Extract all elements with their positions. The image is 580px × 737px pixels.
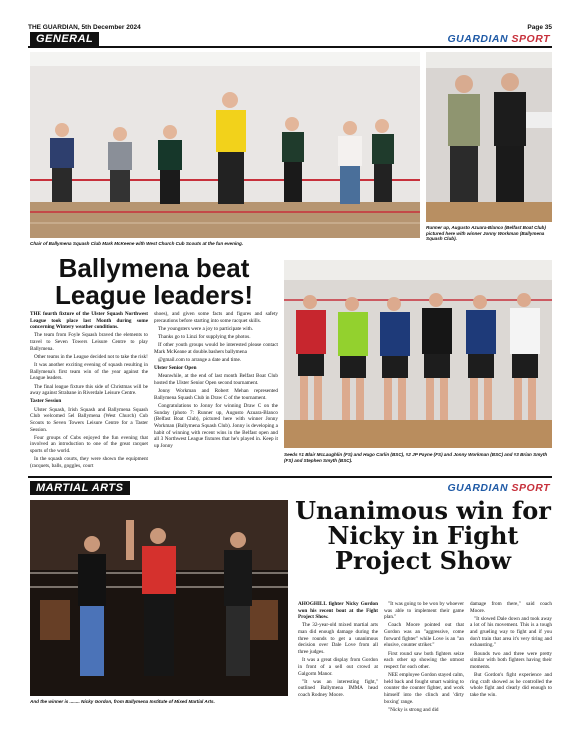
article2-paragraph: But Gordon's fight experience and ring craft showed as he controlled the whole fight and clearly did enough to take the win. xyxy=(470,672,552,699)
brand-sport: SPORT xyxy=(511,33,550,45)
brand-guardian: GUARDIAN xyxy=(447,482,509,494)
article1-subheading: Ulster Senior Open xyxy=(154,365,197,372)
article2-paragraph: "It was an interesting fight," outlined Ballymena IMMA head coach Rodney Moore. xyxy=(298,678,378,699)
article2-paragraph: damage from there," said coach Moore. xyxy=(470,601,552,614)
article2-paragraph: "It was going to be won by whoever was able to implement their game plan." xyxy=(384,601,464,621)
article1-paragraph: The final league fixture this side of Christmas will be away against Strabane in Riverdale Leisure Centre. xyxy=(30,383,148,397)
photo-fight-caption: And the winner is ........ Nicky Gordon, from Ballymena Institute of Mixed Martial Arts. xyxy=(30,699,215,704)
photo-fight-winner xyxy=(30,500,288,696)
article1-paragraph: If other youth groups would be interested please contact Mark McKeane at double.bashers ballymena xyxy=(154,342,278,355)
article2-paragraph: First round saw both fighters seize each other up showing the utmost respect for each other. xyxy=(384,650,464,670)
article2-paragraph: "Nicky is strong and did xyxy=(388,706,439,713)
brand-guardian: GUARDIAN xyxy=(447,33,509,45)
article2-paragraph: Rounds two and three were pretty similar with both fighters having their moments. xyxy=(470,650,552,670)
article1-column-2 xyxy=(154,311,278,473)
guardian-sport-logo xyxy=(448,482,551,494)
article1-subheading: Taster Session xyxy=(30,398,62,405)
article1-paragraph: It was another exciting evening of squash resulting in Ballymena's first team win of the year against the League leaders. xyxy=(30,362,148,382)
article1-paragraph: Congratulations to Jonny for winning Draw C on the Sunday (photo 7: Runner up, Augusto Azuara-Blanco (Belfast Boat Club), pictured here with winner Jonny Workman (Ballymena Squash Club). Jonny is developing a habit of winning with recent wins in the Belfast open and all 3 Northwest League fixtures that he's played in. Keep it up Jonny xyxy=(154,402,278,449)
newspaper-date: THE GUARDIAN, 5th December 2024 xyxy=(28,24,141,31)
article1-paragraph: Other teams in the League decided not to take the risk! xyxy=(34,353,148,360)
article1-paragraph: Jonny Workman and Robert Mehan represented Ballymena Squash Club in Draw C of the tournament. xyxy=(154,388,278,401)
section-divider xyxy=(28,46,552,48)
headline-unanimous-win: Unanimous win for Nicky in Fight Project Show xyxy=(295,496,551,576)
article1-paragraph: shoes), and given some facts and figures and safety precautions before starting into some racquet skills. xyxy=(154,311,278,324)
article1-paragraph: Thanks go to Linzi for supplying the photos. xyxy=(158,333,251,340)
article1-paragraph: Four groups of Cubs enjoyed the fun evening that involved an introduction to one of the great racquet sports of the world. xyxy=(30,434,148,454)
page-number: Page 35 xyxy=(527,24,552,31)
article1-paragraph: The team from Foyle Squash braved the elements to travel to Seven Towers Leisure Centre to play Ballymena. xyxy=(30,332,148,352)
photo-cub-scouts xyxy=(30,52,420,238)
guardian-sport-logo xyxy=(448,33,551,45)
photo-senior-open-winners xyxy=(426,52,552,222)
photo-senior-open-caption: Runner up, Augusto Azuara-Blanco (Belfast Boat Club) pictured here with winner Jonny Workman (Ballymena Squash Club). xyxy=(426,225,546,242)
article2-paragraph: The 32-year-old mixed martial arts man did enough damage during the three rounds to get a unanimous decision over Dale Love from all three judges. xyxy=(298,622,378,656)
article2-paragraph: It was a great display from Gordon in front of a sell out crowd at Galgorm Manor. xyxy=(298,657,378,677)
headline-ballymena-beat-league-leaders: Ballymena beat League leaders! xyxy=(55,253,253,311)
article1-paragraph: In the squash courts, they were shown the equipment (racquets, balls, goggles, court xyxy=(30,456,148,469)
article1-paragraph: @gmail.com to arrange a date and time. xyxy=(158,356,242,363)
article2-column-3 xyxy=(470,601,552,725)
photo-cub-scouts-caption: Chair of Ballymena Squash Club Mark McKeene with West Church Cub Scouts at the fun evening. xyxy=(30,241,244,246)
article2-paragraph: NEE employee Gordon stayed calm, held back and fought smart waiting to counter the counter fighter, and work himself into the clinch and 'dirty boxing' range. xyxy=(384,672,464,705)
article1-paragraph: Meanwhile, at the end of last month Belfast Boat Club hosted the Ulster Senior Open second tournament. xyxy=(154,373,278,386)
article1-paragraph: THE fourth fixture of the Ulster Squash Northwest League took place last Month during some concerning Wintery weather conditions. xyxy=(30,311,148,331)
photo-squash-seeds-caption: Seeds #1 Blair McLaughlin (FS) and Hugo Carlin (BSC), #2 JP Payne (FS) and Jonny Workman (BSC) and #3 Brian Smyth (FS) and Stephen Smyth (BSC). xyxy=(284,452,548,463)
article2-paragraph: "It slowed Dale down and took away a lot of his movement. This is a tough and grueling way to fight and if you don't train that area it's very tiring and exhausting." xyxy=(470,615,552,649)
article1-paragraph: The youngsters were a joy to participate with. xyxy=(158,325,254,332)
section-label-general: GENERAL xyxy=(30,32,99,46)
section-label-martial-arts: MARTIAL ARTS xyxy=(30,481,130,495)
article2-paragraph: Coach Moore pointed out that Gordon was an "aggressive, come forward fighter" while Love is an "an elusive, counter striker." xyxy=(384,622,464,649)
photo-squash-seeds xyxy=(284,260,552,448)
section-divider-top xyxy=(28,476,552,478)
brand-sport: SPORT xyxy=(511,482,550,494)
article2-paragraph: AHOGHILL fighter Nicky Gordon won his recent bout at the Fight Project Show. xyxy=(298,601,378,621)
article2-column-1 xyxy=(298,601,378,725)
article1-column-1 xyxy=(30,311,148,473)
article2-column-2 xyxy=(384,601,464,725)
article1-paragraph: Ulster Squash, Irish Squash and Ballymena Squash Club welcomed 5el Ballymena (West Church) Cub Scouts to Seven Towers Leisure Centre for a Taster Session. xyxy=(30,406,148,433)
